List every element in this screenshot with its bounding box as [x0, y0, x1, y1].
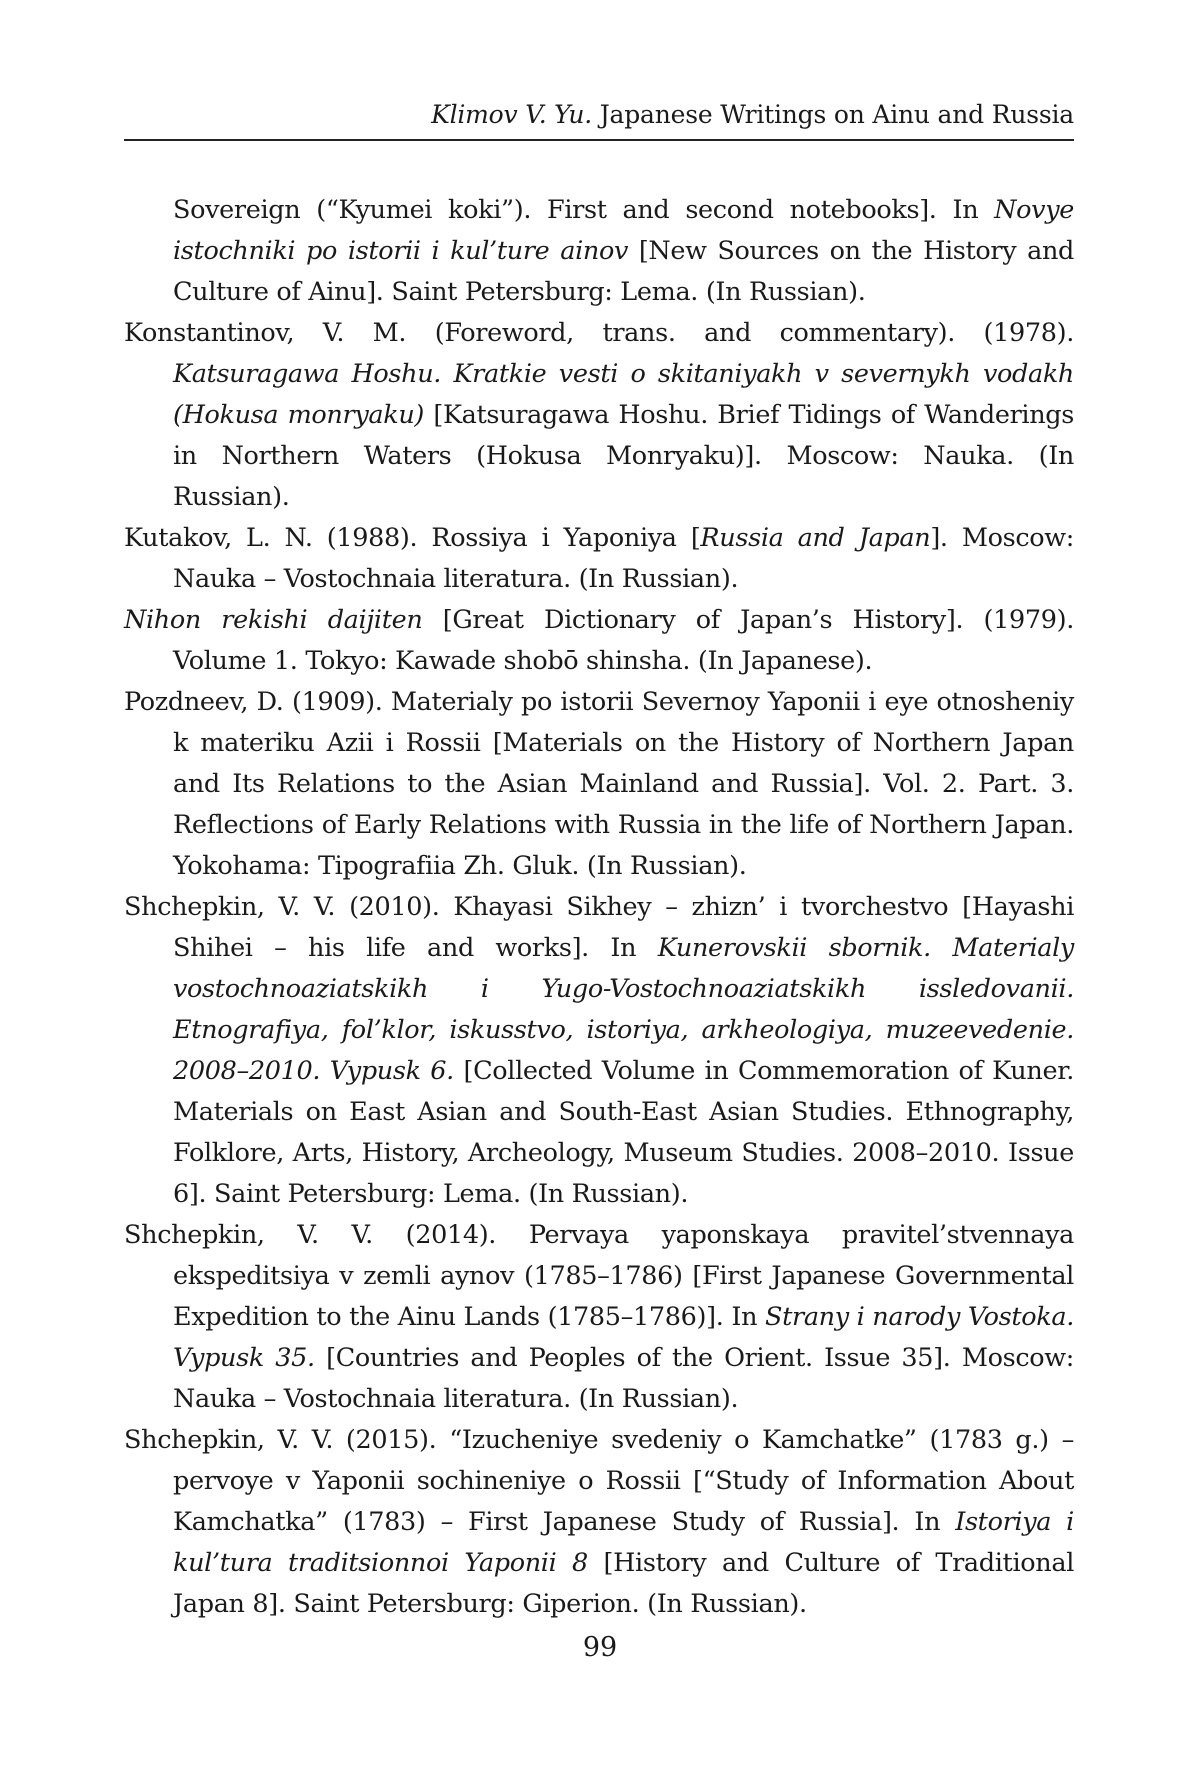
header-rule [124, 139, 1074, 141]
reference-text: [Countries and Peoples of the Orient. Issue 35]. Moscow: Nauka – Vostochnaia literatura. (In Russian). [173, 1343, 1074, 1414]
reference-title-italic: Nihon rekishi daijiten [124, 605, 423, 635]
reference-text: [Katsuragawa Hoshu. Brief Tidings of Wanderings in Northern Waters (Hokusa Monryaku)]. Moscow: Nauka. (In Russian). [173, 400, 1075, 512]
reference-title-italic: Kunerovskii sbornik. Materialy vostochnoaziatskikh i Yugo-Vostochnoaziatskikh issledovanii. Etnografiya, fol’klor, iskusstvo, istoriya, arkheologiya, muzeevedenie. 2008–2010. Vypusk 6. [173, 933, 1074, 1086]
reference-entry [124, 600, 1074, 682]
reference-title-italic: Katsuragawa Hoshu. Kratkie vesti o skitaniyakh v severnykh vodakh (Hokusa monryaku) [173, 359, 1074, 430]
reference-text: Pozdneev, D. (1909). Materialy po istorii Severnoy Yaponii i eye otnosheniy k materiku Azii i Rossii [Materials on the History of Northern Japan and Its Relations to the Asian Mainland and Russia]. Vol. 2. Part. 3. Reflections of Early Relations with Russia in the life of Northern Japan. Yokohama: Tipografiia Zh. Gluk. (In Russian). [124, 687, 1074, 881]
running-header [124, 98, 1074, 132]
reference-entry [124, 1420, 1074, 1625]
reference-text: [Great Dictionary of Japan’s History]. (1979). Volume 1. Tokyo: Kawade shobō shinsha. (In Japanese). [173, 605, 1074, 676]
header-title: Japanese Writings on Ainu and Russia [591, 100, 1074, 129]
reference-title-italic: Novye istochniki po istorii i kul’ture ainov [173, 195, 1074, 266]
reference-text: [New Sources on the History and Culture of Ainu]. Saint Petersburg: Lema. (In Russian). [173, 236, 1075, 307]
reference-title-italic: Strany i narody Vostoka. Vypusk 35. [173, 1302, 1074, 1373]
page-number: 99 [582, 1632, 618, 1663]
reference-text: Shchepkin, V. V. (2014). Pervaya yaponskaya pravitel’stvennaya ekspeditsiya v zemli aynov (1785–1786) [First Japanese Governmental Expedition to the Ainu Lands (1785–1786)]. In [124, 1220, 1074, 1332]
reference-entry [124, 313, 1074, 518]
reference-entry [124, 682, 1074, 887]
reference-entry-continued [124, 190, 1074, 313]
reference-entry [124, 887, 1074, 1215]
reference-title-italic: Russia and Japan [700, 523, 931, 553]
reference-entry [124, 1215, 1074, 1420]
header-author: Klimov V. Yu. [431, 100, 592, 129]
reference-text: Shchepkin, V. V. (2015). “Izucheniye svedeniy o Kamchatke” (1783 g.) – pervoye v Yaponii sochineniye o Rossii [“Study of Information About Kamchatka” (1783) – First Japanese Study of Russia]. In [124, 1425, 1074, 1537]
reference-text: Kutakov, L. N. (1988). Rossiya i Yaponiya [ [124, 523, 701, 553]
reference-list [124, 190, 1074, 1625]
reference-text: [History and Culture of Traditional Japan 8]. Saint Petersburg: Giperion. (In Russian). [173, 1548, 1074, 1619]
reference-entry [124, 518, 1074, 600]
reference-text: ]. Moscow: Nauka – Vostochnaia literatura. (In Russian). [173, 523, 1074, 594]
reference-title-italic: Istoriya i kul’tura traditsionnoi Yaponii 8 [173, 1507, 1074, 1578]
reference-text: Sovereign (“Kyumei koki”). First and second notebooks]. In [173, 195, 995, 225]
reference-text: Konstantinov, V. M. (Foreword, trans. and commentary). (1978). [124, 318, 1074, 348]
reference-text: Shchepkin, V. V. (2010). Khayasi Sikhey – zhizn’ i tvorchestvo [Hayashi Shihei – his life and works]. In [124, 892, 1074, 963]
reference-text: [Collected Volume in Commemoration of Kuner. Materials on East Asian and South-East Asian Studies. Ethnography, Folklore, Arts, History, Archeology, Museum Studies. 2008–2010. Issue 6]. Saint Petersburg: Lema. (In Russian). [173, 1056, 1074, 1209]
